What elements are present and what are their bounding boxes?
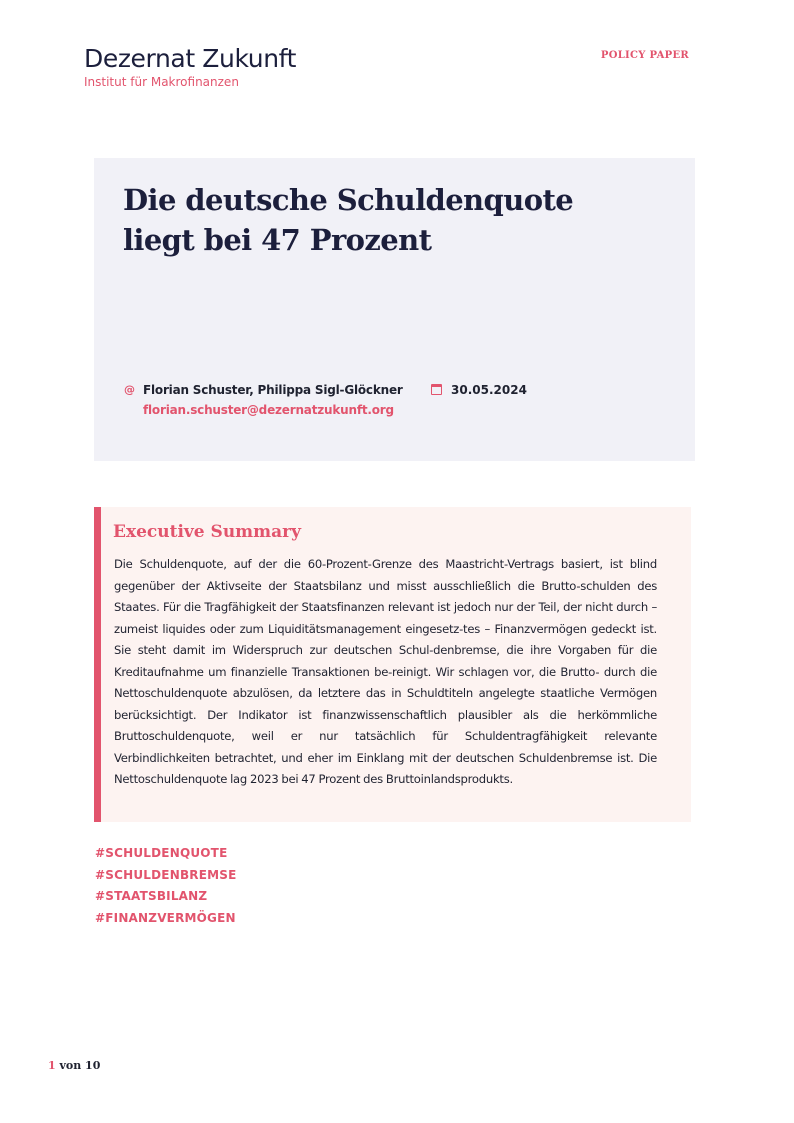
author-email-link[interactable]: florian.schuster@dezernatzukunft.org <box>143 403 394 417</box>
logo-subtitle: Institut für Makrofinanzen <box>84 75 239 89</box>
tag[interactable]: #STAATSBILANZ <box>95 889 208 903</box>
executive-summary-heading: Executive Summary <box>113 522 302 542</box>
tag[interactable]: #SCHULDENQUOTE <box>95 846 228 860</box>
authors: Florian Schuster, Philippa Sigl-Glöckner <box>143 383 403 397</box>
current-page-number: 1 <box>48 1059 56 1072</box>
total-page-count: 10 <box>85 1059 101 1072</box>
document-type-label: POLICY PAPER <box>600 50 689 61</box>
tag-list <box>95 843 237 929</box>
tag[interactable]: #FINANZVERMÖGEN <box>95 910 236 925</box>
logo-name: Dezernat Zukunft <box>84 44 297 73</box>
page-number <box>48 1059 100 1072</box>
executive-summary-text: Die Schuldenquote, auf der die 60-Prozent-Grenze des Maastricht-Vertrags basiert, ist blind gegenüber der Aktivseite der Staatsbilanz und misst ausschließlich die Brutto-schulden des Staates. Für die Tragfähigkeit der Staatsfinanzen relevant ist jedoch nur der Teil, der nicht durch – zumeist liquides oder zum Liquiditätsmanagement eingesetz-tes – Finanzvermögen gedeckt ist. Sie steht damit im Widerspruch zur deutschen Schul-denbremse, die ihre Vorgaben für die Kreditaufnahme um finanzielle Transaktionen be-reinigt. Wir schlagen vor, die Brutto- durch die Nettoschuldenquote abzulösen, da letztere das in Schuldtiteln angelegte staatliche Vermögen berücksichtigt. Der Indikator ist finanzwissenschaftlich plausibler als die herkömmliche Bruttoschuldenquote, weil er nur tatsächlich für Schuldentragfähigkeit relevante Verbindlichkeiten betrachtet, und eher im Einklang mit der deutschen Schuldenbremse ist. Die Nettoschuldenquote lag 2023 bei 47 Prozent des Bruttoinlandsprodukts. <box>114 557 657 786</box>
page-number-separator: von <box>55 1059 86 1072</box>
publication-date: 30.05.2024 <box>451 383 527 397</box>
tag[interactable]: #SCHULDENBREMSE <box>95 867 237 882</box>
at-icon: @ <box>124 383 135 396</box>
logo <box>84 44 296 90</box>
calendar-icon <box>431 384 442 395</box>
page-title: Die deutsche Schuldenquote liegt bei 47 Prozent <box>123 183 574 257</box>
title-block <box>94 158 695 461</box>
executive-summary <box>94 507 691 822</box>
